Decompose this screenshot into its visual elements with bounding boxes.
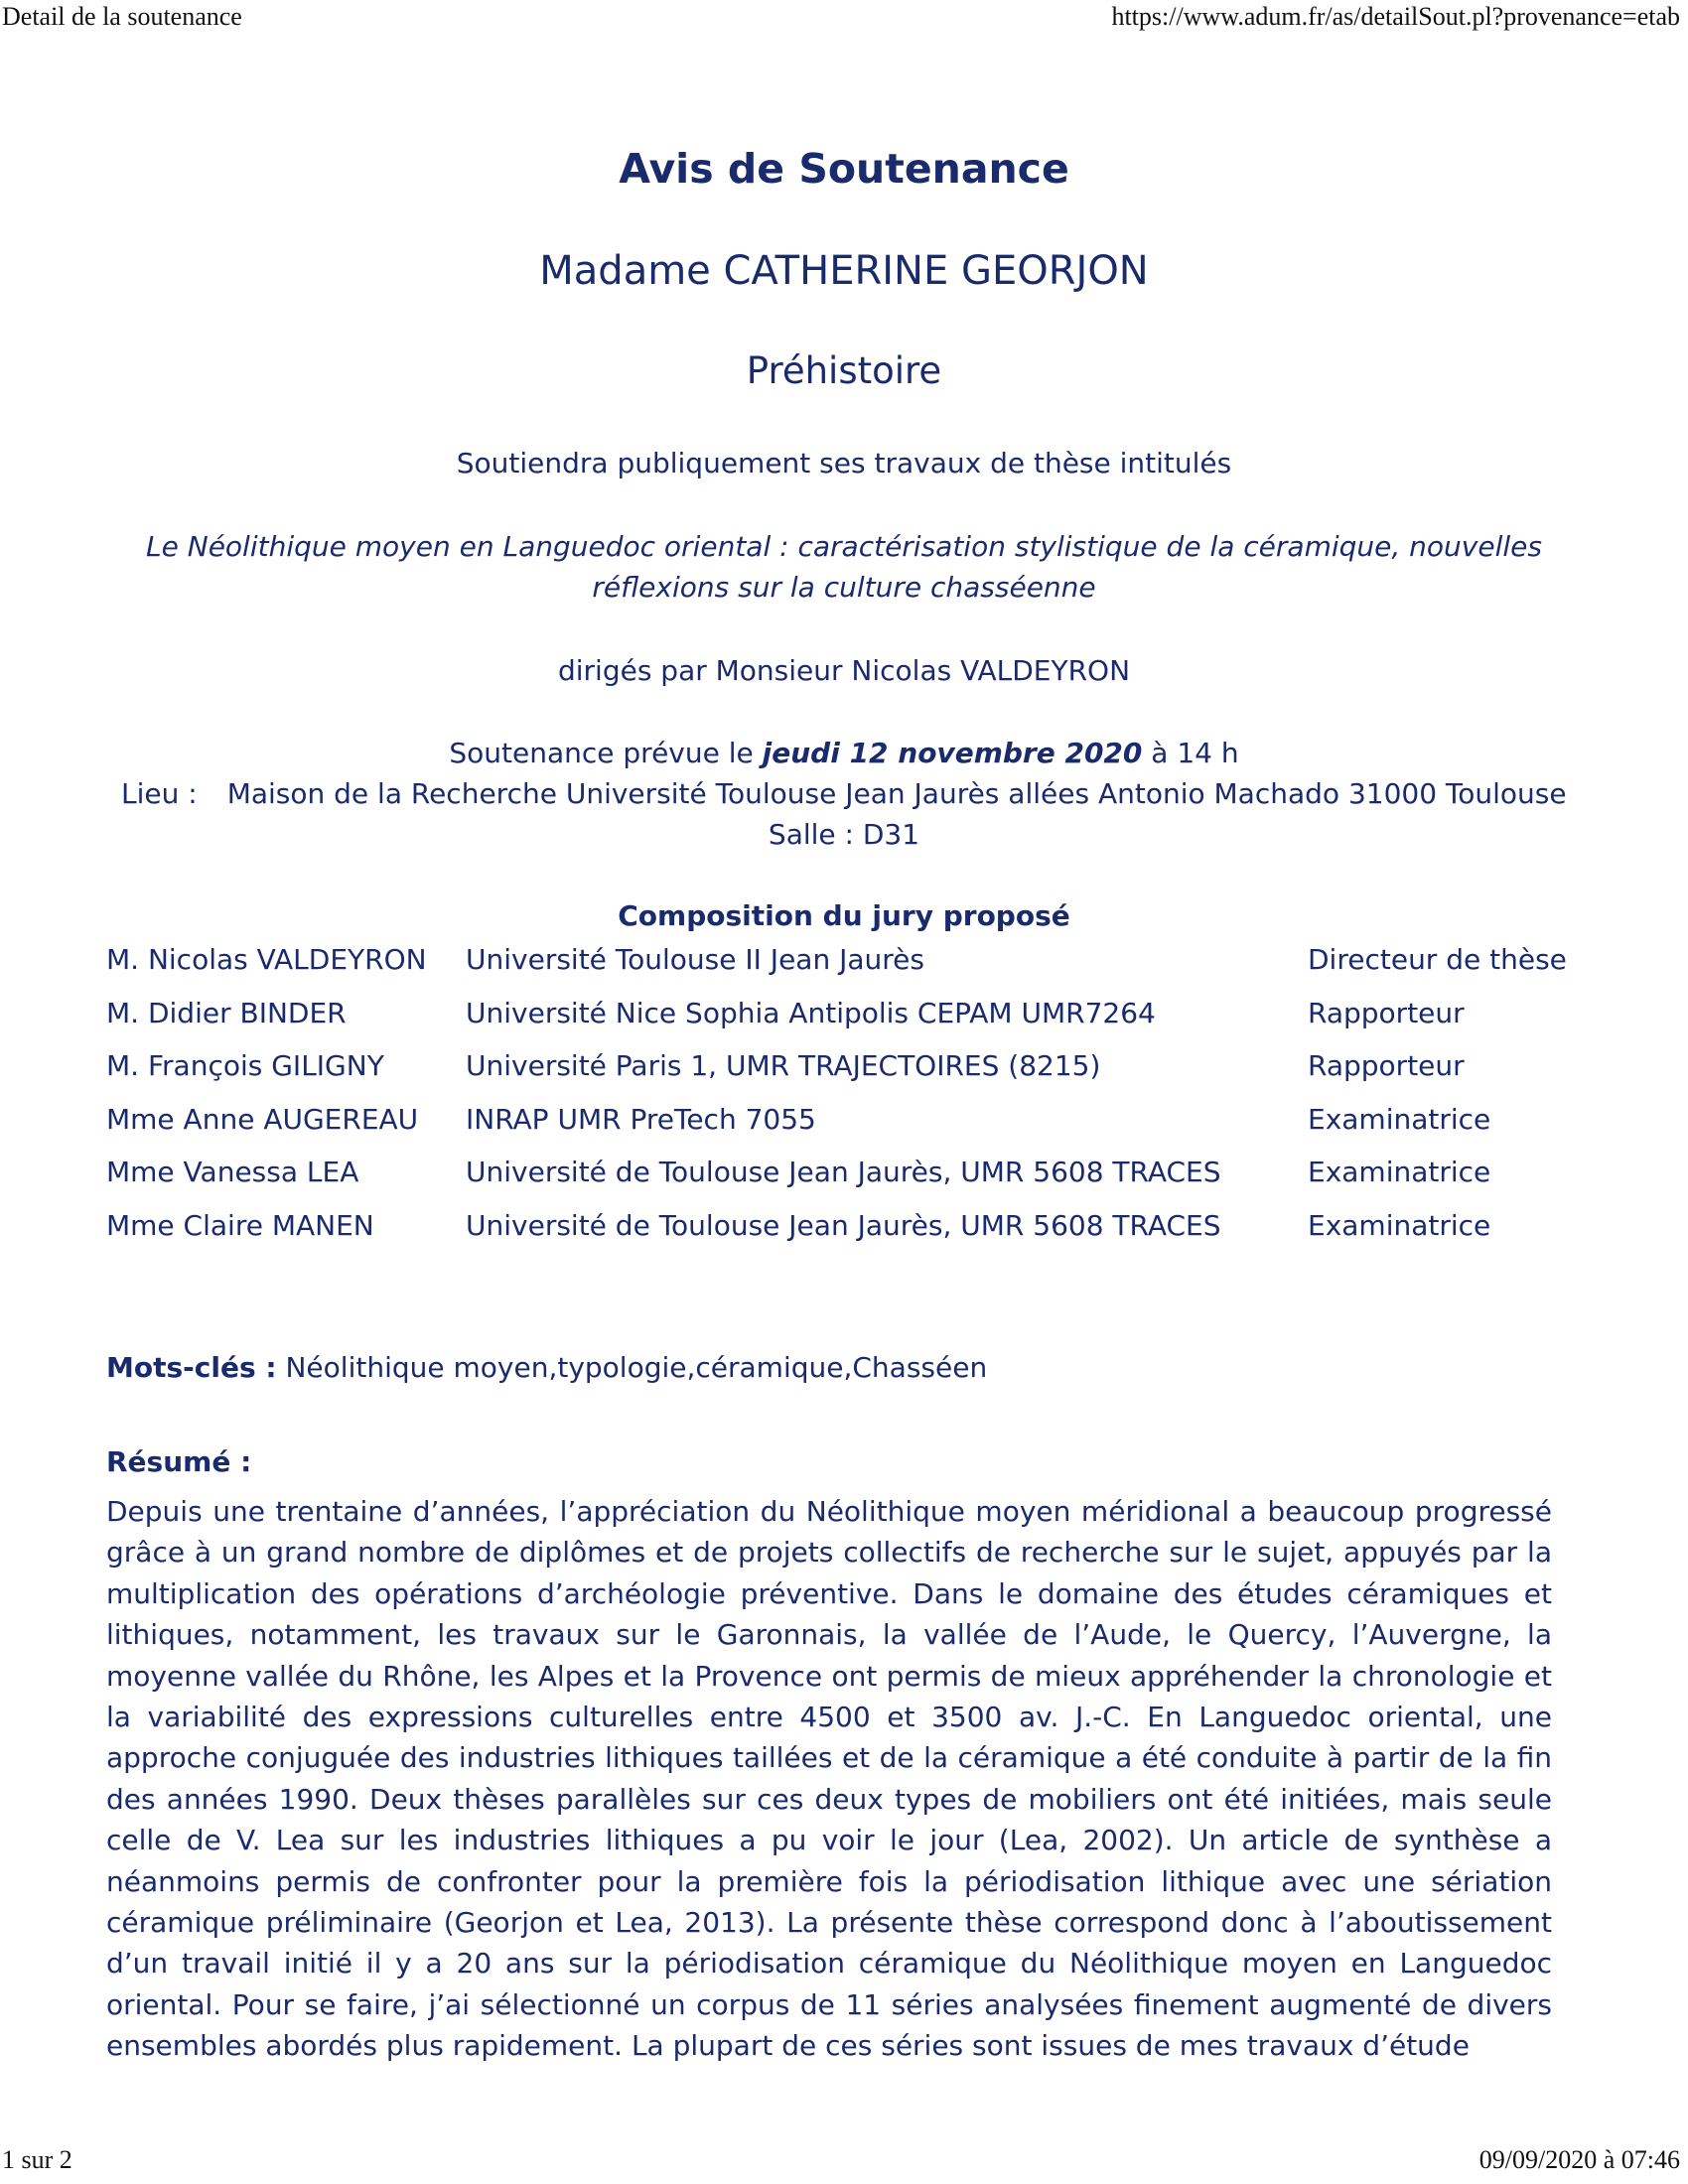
- jury-member-role: Rapporteur: [1308, 1049, 1465, 1083]
- page-title: Avis de Soutenance: [619, 145, 1069, 193]
- jury-member-institution: Université de Toulouse Jean Jaurès, UMR 5608 TRACES: [466, 1156, 1221, 1189]
- jury-member-name: M. François GILIGNY: [106, 1049, 384, 1083]
- place-address: Maison de la Recherche Université Toulouse Jean Jaurès allées Antonio Machado 31000 Toulouse: [226, 777, 1567, 810]
- defense-prefix: Soutenance prévue le: [449, 737, 763, 769]
- page-number: 1 sur 2: [2, 2145, 72, 2174]
- jury-member-institution: Université Nice Sophia Antipolis CEPAM UMR7264: [466, 996, 1156, 1029]
- director-line: dirigés par Monsieur Nicolas VALDEYRON: [557, 654, 1131, 687]
- keywords-value: Néolithique moyen,typologie,céramique,Chasséen: [285, 1351, 988, 1384]
- defense-date-line: [0, 737, 1688, 769]
- jury-member-name: M. Nicolas VALDEYRON: [106, 943, 427, 976]
- jury-member-name: M. Didier BINDER: [106, 996, 347, 1029]
- jury-member-role: Examinatrice: [1308, 1102, 1491, 1136]
- print-header: [0, 2, 1688, 34]
- jury-member-institution: Université de Toulouse Jean Jaurès, UMR 5608 TRACES: [466, 1208, 1221, 1242]
- place-label: Lieu :: [121, 777, 198, 810]
- jury-member-name: Mme Claire MANEN: [106, 1208, 374, 1242]
- discipline: Préhistoire: [746, 349, 942, 392]
- print-timestamp: 09/09/2020 à 07:46: [1478, 2145, 1680, 2174]
- print-header-url: https://www.adum.fr/as/detailSout.pl?provenance=etab: [1111, 2, 1680, 31]
- jury-member-role: Directeur de thèse: [1308, 943, 1567, 976]
- print-header-title: Detail de la soutenance: [2, 2, 242, 31]
- jury-title: Composition du jury proposé: [618, 899, 1070, 932]
- room: Salle : D31: [768, 818, 920, 851]
- keywords-label: Mots-clés :: [106, 1351, 277, 1384]
- jury-member-institution: Université Toulouse II Jean Jaurès: [466, 943, 924, 976]
- print-footer: [0, 2145, 1688, 2177]
- abstract-label: Résumé :: [106, 1445, 252, 1478]
- jury-member-institution: Université Paris 1, UMR TRAJECTOIRES (8215): [466, 1049, 1101, 1083]
- place-line: [121, 777, 1567, 810]
- abstract-text: Depuis une trentaine d’années, l’appréciation du Néolithique moyen méridional a beaucoup progressé grâce à un grand nombre de diplômes et de projets collectifs de recherche sur le sujet, appuyés par la multiplication des opérations d’archéologie préventive. Dans le domaine des études céramiques et lithiques, notamment, les travaux sur le Garonnais, la vallée de l’Aude, le Quercy, l’Auvergne, la moyenne vallée du Rhône, les Alpes et la Provence ont permis de mieux appréhender la chronologie et la variabilité des expressions culturelles entre 4500 et 3500 av. J.-C. En Languedoc oriental, une approche conjuguée des industries lithiques taillées et de la céramique a été conduite à partir de la fin des années 1990. Deux thèses parallèles sur ces deux types de mobiliers ont été initiées, mais seule celle de V. Lea sur les industries lithiques a pu voir le jour (Lea, 2002). Un article de synthèse a néanmoins permis de confronter pour la première fois la périodisation lithique avec une sériation céramique préliminaire (Georjon et Lea, 2013). La présente thèse correspond donc à l’aboutissement d’un travail initié il y a 20 ans sur la périodisation céramique du Néolithique moyen en Languedoc oriental. Pour se faire, j’ai sélectionné un corpus de 11 séries analysées finement augmenté de divers ensembles abordés plus rapidement. La plupart de ces séries sont issues de mes travaux d’étude: [106, 1495, 1552, 2063]
- keywords: [106, 1351, 987, 1384]
- thesis-title: Le Néolithique moyen en Languedoc oriental : caractérisation stylistique de la céramique, nouvelles réflexions sur la culture chasséenne: [146, 530, 1542, 604]
- defense-time: à 14 h: [1142, 737, 1239, 769]
- defense-date: jeudi 12 novembre 2020: [762, 737, 1143, 769]
- jury-member-role: Examinatrice: [1308, 1208, 1491, 1242]
- intro-text: Soutiendra publiquement ses travaux de thèse intitulés: [456, 447, 1232, 479]
- jury-member-name: Mme Anne AUGEREAU: [106, 1102, 419, 1136]
- jury-member-institution: INRAP UMR PreTech 7055: [466, 1102, 816, 1136]
- candidate-name: Madame CATHERINE GEORJON: [539, 248, 1149, 294]
- jury-member-role: Rapporteur: [1308, 996, 1465, 1029]
- jury-member-role: Examinatrice: [1308, 1156, 1491, 1189]
- jury-member-name: Mme Vanessa LEA: [106, 1156, 359, 1189]
